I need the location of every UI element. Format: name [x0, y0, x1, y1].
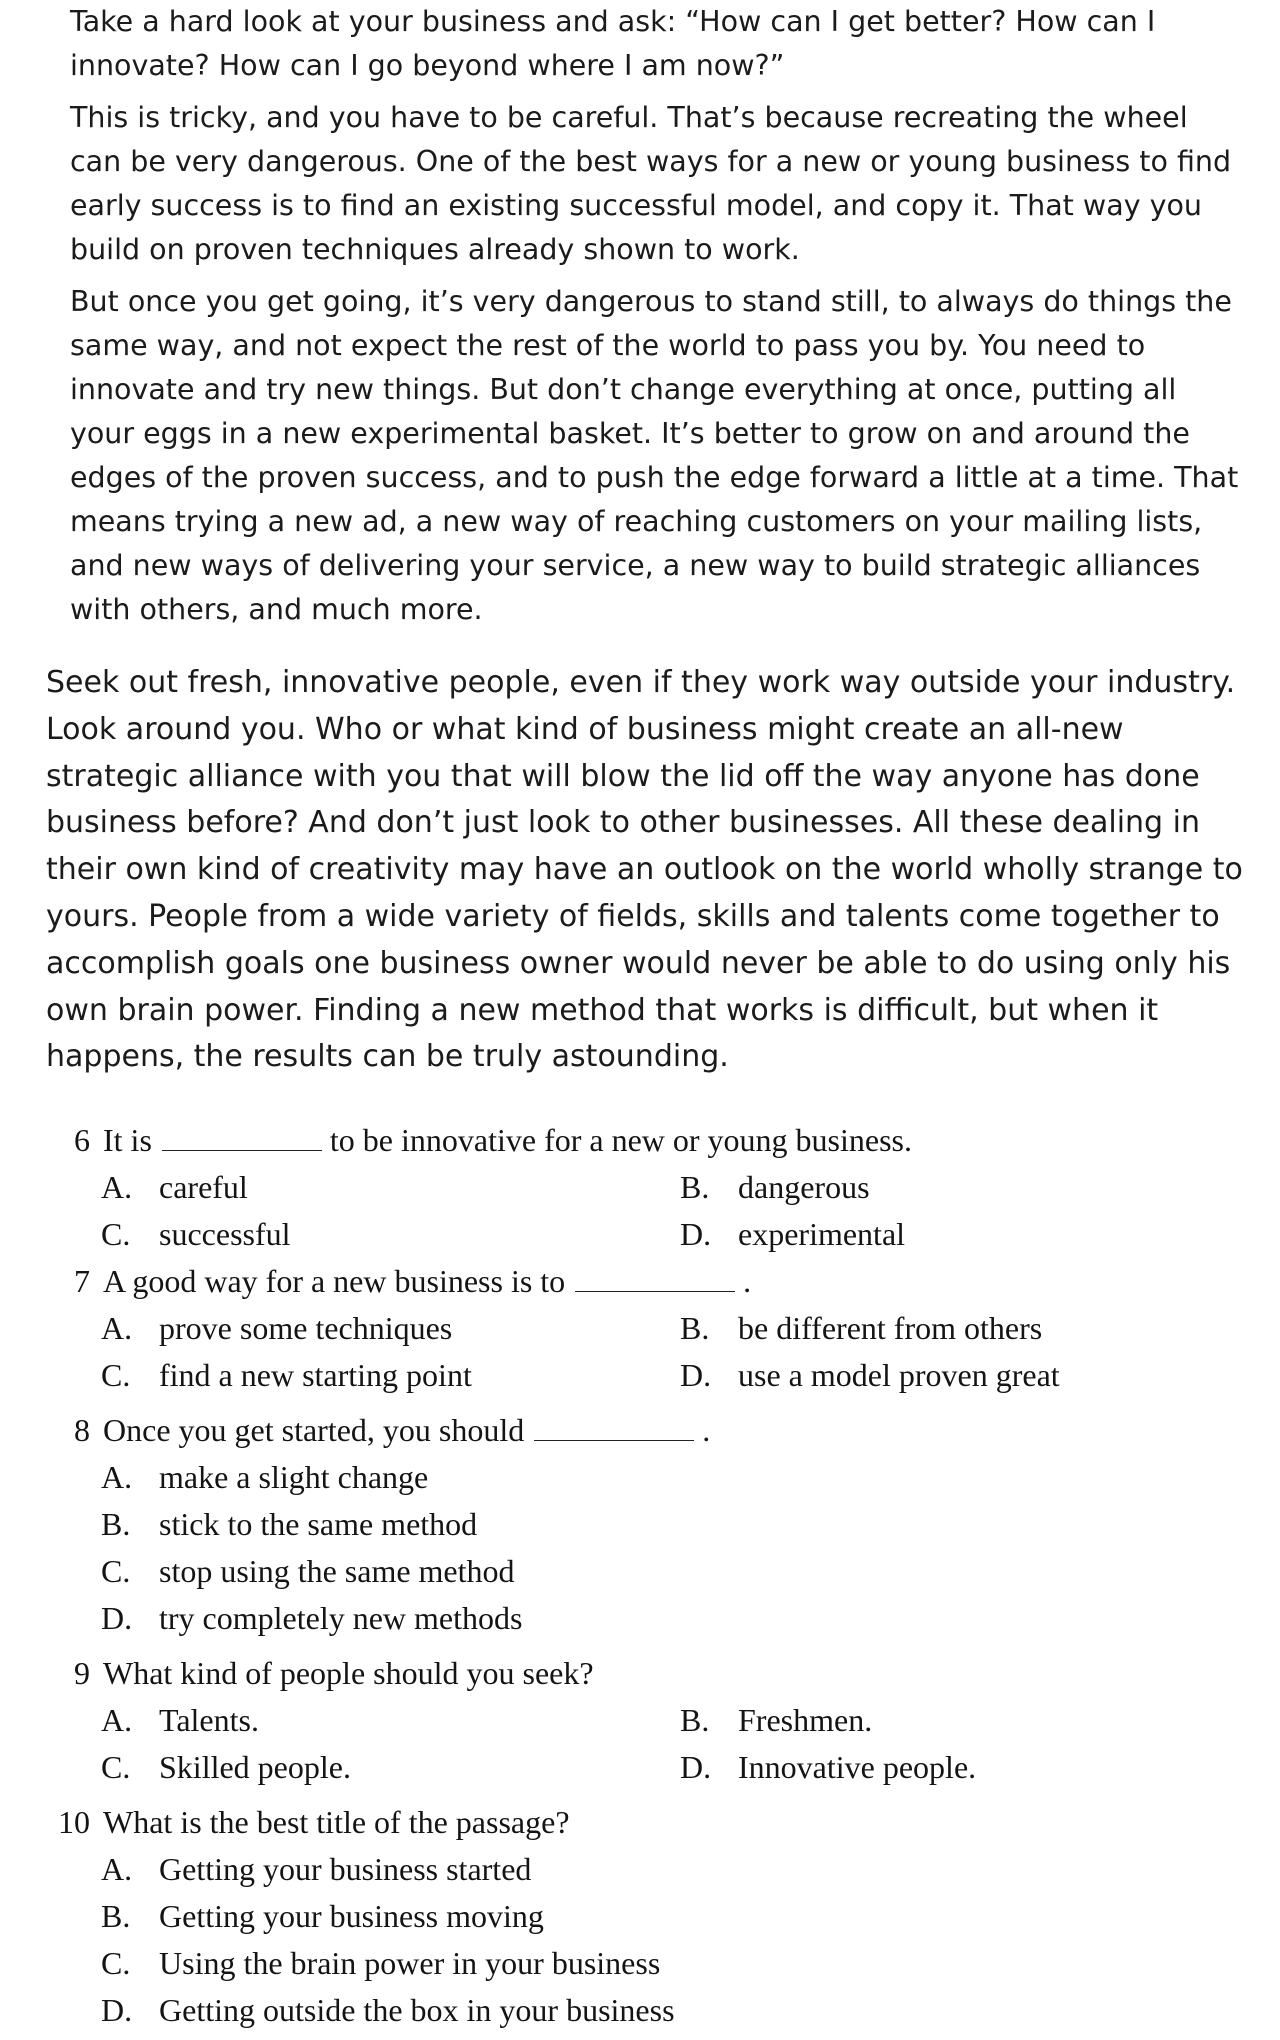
question-number: 10: [58, 1804, 90, 1840]
option-c[interactable]: [101, 1744, 351, 1791]
option-text: try completely new methods: [159, 1600, 523, 1636]
option-letter: B.: [680, 1702, 710, 1738]
question-stem: [0, 1407, 1280, 1454]
question-stem-text: What is the best title of the passage?: [103, 1804, 570, 1840]
option-text: Innovative people.: [738, 1749, 977, 1785]
option-letter: C.: [101, 1216, 131, 1252]
option-text: dangerous: [738, 1169, 870, 1205]
question-stem-after: .: [702, 1412, 711, 1448]
option-letter: A.: [101, 1169, 133, 1205]
option-text: stick to the same method: [159, 1506, 478, 1542]
option-text: find a new starting point: [159, 1357, 472, 1393]
option-letter: A.: [101, 1702, 133, 1738]
option-c[interactable]: [101, 1211, 291, 1258]
option-text: experimental: [738, 1216, 906, 1252]
option-letter: C.: [101, 1945, 131, 1981]
option-text: use a model proven great: [738, 1357, 1060, 1393]
question-7: [0, 1258, 1280, 1399]
option-text: Freshmen.: [738, 1702, 873, 1738]
option-d[interactable]: [101, 1987, 675, 2034]
question-stem-before: Once you get started, you should: [103, 1412, 525, 1448]
question-stem: [0, 1117, 1280, 1164]
passage-paragraph-1: Take a hard look at your business and ask: “How can I get better? How can I innovate? How can I go beyond where I am now?”: [70, 5, 1156, 82]
option-letter: D.: [680, 1749, 712, 1785]
option-letter: B.: [680, 1310, 710, 1346]
question-stem: [0, 1650, 1280, 1697]
passage-paragraph-3: But once you get going, it’s very dangerous to stand still, to always do things the same way, and not expect the rest of the world to pass you by. You need to innovate and try new things. But don’t change everything at once, putting all your eggs in a new experimental basket. It’s better to grow on and around the edges of the proven success, and to push the edge forward a little at a time. That means trying a new ad, a new way of reaching customers on your mailing lists, and new ways of delivering your service, a new way to build strategic alliances with others, and much more.: [70, 285, 1239, 626]
option-c[interactable]: [101, 1548, 515, 1595]
question-stem-after: .: [743, 1263, 752, 1299]
option-a[interactable]: [101, 1305, 452, 1352]
passage-intro: [70, 0, 1240, 640]
question-stem: [0, 1258, 1280, 1305]
option-text: make a slight change: [159, 1459, 429, 1495]
question-6: [0, 1117, 1280, 1258]
option-b[interactable]: [680, 1305, 1042, 1352]
option-letter: C.: [101, 1749, 131, 1785]
option-letter: C.: [101, 1357, 131, 1393]
option-letter: D.: [101, 1992, 133, 2028]
option-d[interactable]: [680, 1211, 905, 1258]
option-text: prove some techniques: [159, 1310, 453, 1346]
answer-blank: [534, 1410, 694, 1441]
question-list: [0, 1117, 1280, 2034]
option-b[interactable]: [680, 1164, 870, 1211]
question-number: 9: [74, 1655, 90, 1691]
answer-blank: [575, 1261, 735, 1292]
option-a[interactable]: [101, 1164, 248, 1211]
question-stem-before: It is: [103, 1122, 152, 1158]
option-letter: D.: [680, 1357, 712, 1393]
option-text: Getting outside the box in your business: [159, 1992, 675, 2028]
question-stem-after: to be innovative for a new or young business.: [329, 1122, 912, 1158]
option-d[interactable]: [680, 1352, 1060, 1399]
answer-blank: [162, 1120, 322, 1151]
question-9: [0, 1650, 1280, 1791]
option-a[interactable]: [101, 1454, 428, 1501]
option-d[interactable]: [101, 1595, 522, 1642]
option-text: Using the brain power in your business: [159, 1945, 661, 1981]
question-number: 6: [74, 1122, 90, 1158]
option-text: Getting your business started: [159, 1851, 532, 1887]
option-text: successful: [159, 1216, 291, 1252]
option-b[interactable]: [680, 1697, 872, 1744]
question-number: 8: [74, 1412, 90, 1448]
passage-paragraph-4: Seek out fresh, innovative people, even if they work way outside your industry. Look around you. Who or what kind of business might create an all-new strategic alliance with you that will blow the lid off the way anyone has done business before? And don’t just look to other businesses. All these dealing in their own kind of creativity may have an outlook on the world wholly strange to yours. People from a wide variety of fields, skills and talents come together to accomplish goals one business owner would never be able to do using only his own brain power. Finding a new method that works is difficult, but when it happens, the results can be truly astounding.: [46, 665, 1243, 1075]
option-letter: A.: [101, 1851, 133, 1887]
option-letter: B.: [101, 1506, 131, 1542]
option-c[interactable]: [101, 1940, 660, 1987]
option-a[interactable]: [101, 1697, 259, 1744]
option-c[interactable]: [101, 1352, 472, 1399]
option-letter: B.: [680, 1169, 710, 1205]
question-stem-before: A good way for a new business is to: [103, 1263, 566, 1299]
option-letter: A.: [101, 1310, 133, 1346]
option-text: stop using the same method: [159, 1553, 515, 1589]
question-stem: [0, 1799, 1280, 1846]
option-letter: B.: [101, 1898, 131, 1934]
passage-paragraph-2: This is tricky, and you have to be careful. That’s because recreating the wheel can be very dangerous. One of the best ways for a new or young business to find early success is to find an existing successful model, and copy it. That way you build on proven techniques already shown to work.: [70, 101, 1232, 266]
question-number: 7: [74, 1263, 90, 1299]
passage-continuation: [46, 660, 1261, 1081]
question-10: [0, 1799, 1280, 2034]
option-letter: D.: [101, 1600, 133, 1636]
option-letter: C.: [101, 1553, 131, 1589]
option-text: be different from others: [738, 1310, 1043, 1346]
option-b[interactable]: [101, 1501, 477, 1548]
question-8: [0, 1407, 1280, 1642]
option-letter: D.: [680, 1216, 712, 1252]
option-a[interactable]: [101, 1846, 531, 1893]
option-d[interactable]: [680, 1744, 976, 1791]
option-text: Talents.: [159, 1702, 259, 1738]
option-text: Getting your business moving: [159, 1898, 544, 1934]
question-stem-text: What kind of people should you seek?: [103, 1655, 594, 1691]
option-b[interactable]: [101, 1893, 544, 1940]
option-text: Skilled people.: [159, 1749, 351, 1785]
option-text: careful: [159, 1169, 248, 1205]
option-letter: A.: [101, 1459, 133, 1495]
